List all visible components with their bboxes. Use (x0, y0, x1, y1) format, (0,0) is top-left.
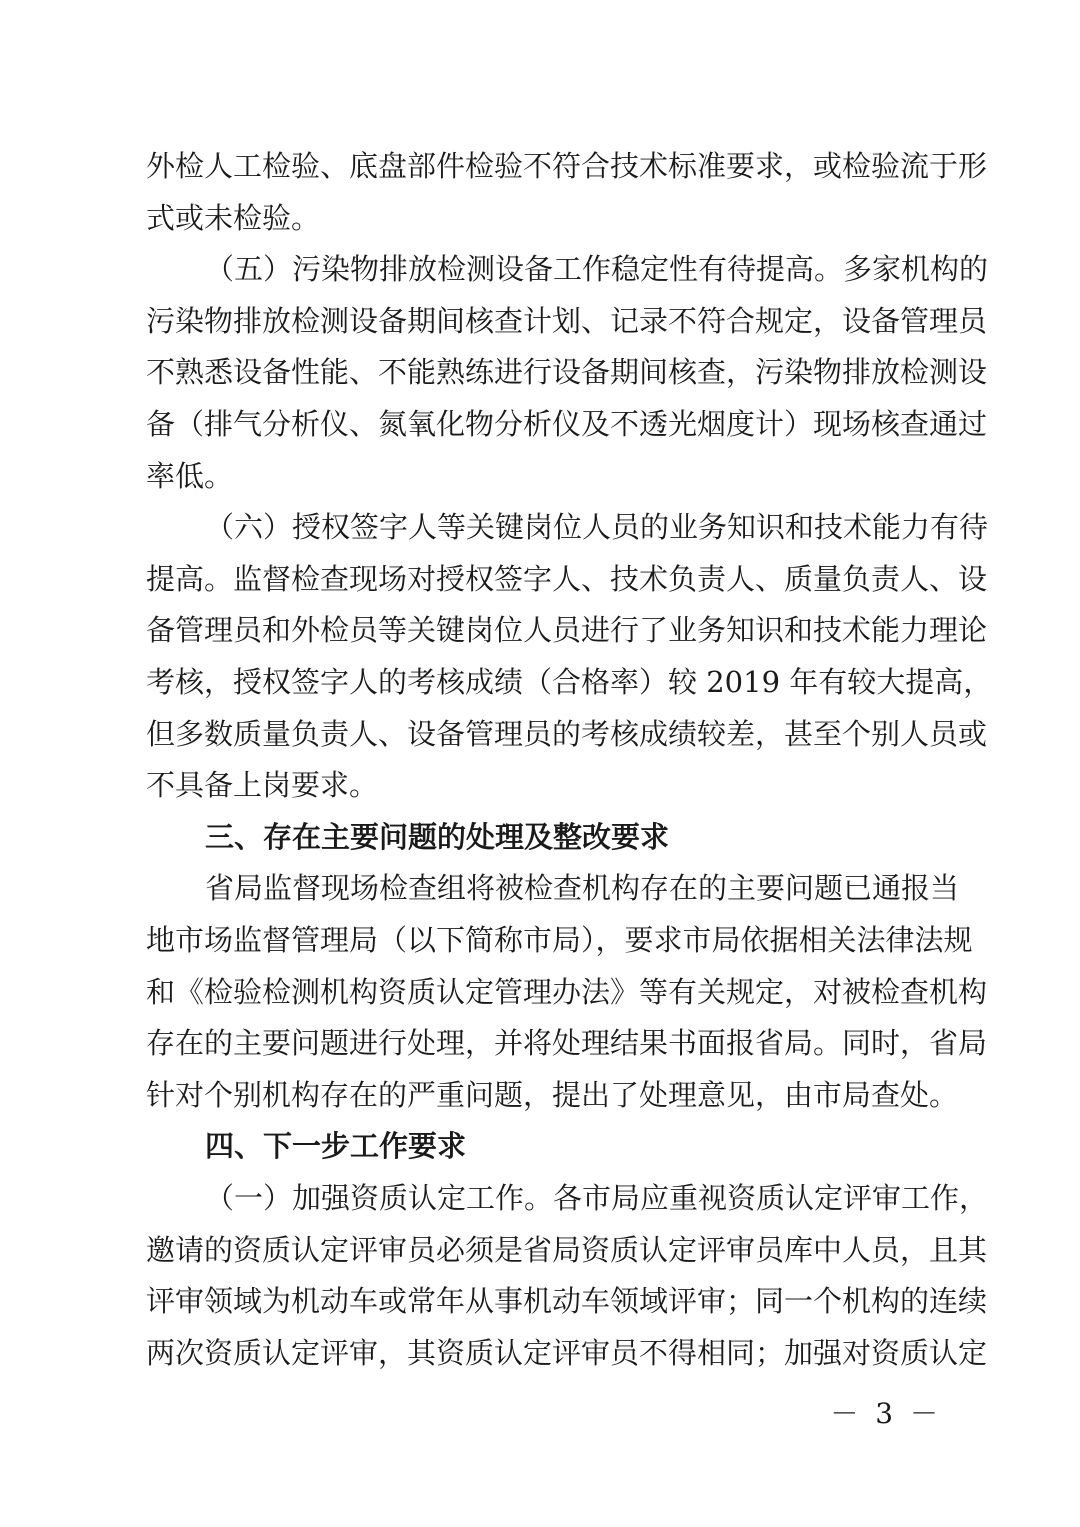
text-line: 外检人工检验、底盘部件检验不符合技术标准要求，或检验流于形 (146, 149, 988, 183)
text-line: 针对个别机构存在的严重问题，提出了处理意见，由市局查处。 (146, 1077, 959, 1112)
text-line: 存在的主要问题进行处理，并将处理结果书面报省局。同时，省局 (146, 1026, 988, 1061)
text-line: 和《检验检测机构资质认定管理办法》等有关规定，对被检查机构 (146, 974, 988, 1009)
text-line: 备管理员和外检员等关键岗位人员进行了业务知识和技术能力理论 (146, 613, 988, 648)
text-line: 评审领域为机动车或常年从事机动车领域评审；同一个机构的连续 (146, 1284, 988, 1319)
text-line: 不具备上岗要求。 (146, 768, 379, 803)
text-line: 但多数质量负责人、设备管理员的考核成绩较差，甚至个别人员或 (146, 716, 988, 751)
section-heading: 三、存在主要问题的处理及整改要求 (205, 819, 670, 854)
text-line: 地市场监督管理局（以下简称市局），要求市局依据相关法律法规 (146, 923, 973, 957)
text-line: 考核，授权签字人的考核成绩（合格率）较 2019 年有较大提高， (146, 665, 993, 699)
text-line: 邀请的资质认定评审员必须是省局资质认定评审员库中人员，且其 (146, 1232, 988, 1267)
text-line: 提高。监督检查现场对授权签字人、技术负责人、质量负责人、设 (146, 561, 988, 596)
text-line: （一）加强资质认定工作。各市局应重视资质认定评审工作， (205, 1181, 989, 1215)
text-line: 污染物排放检测设备期间核查计划、记录不符合规定，设备管理员 (146, 303, 988, 338)
text-line: 率低。 (146, 458, 234, 493)
text-line: 备（排气分析仪、氮氧化物分析仪及不透光烟度计）现场核查通过 (146, 407, 988, 441)
text-line: 不熟悉设备性能、不能熟练进行设备期间核查，污染物排放检测设 (146, 355, 988, 390)
page-number: － 3 － (830, 1397, 942, 1430)
text-line: （六）授权签字人等关键岗位人员的业务知识和技术能力有待 (205, 510, 989, 545)
text-line: 两次资质认定评审，其资质认定评审员不得相同；加强对资质认定 (146, 1335, 988, 1370)
text-line: 式或未检验。 (146, 200, 321, 235)
text-line: （五）污染物排放检测设备工作稳定性有待提高。多家机构的 (205, 252, 989, 287)
section-heading: 四、下一步工作要求 (205, 1129, 467, 1164)
text-line: 省局监督现场检查组将被检查机构存在的主要问题已通报当 (205, 871, 960, 906)
